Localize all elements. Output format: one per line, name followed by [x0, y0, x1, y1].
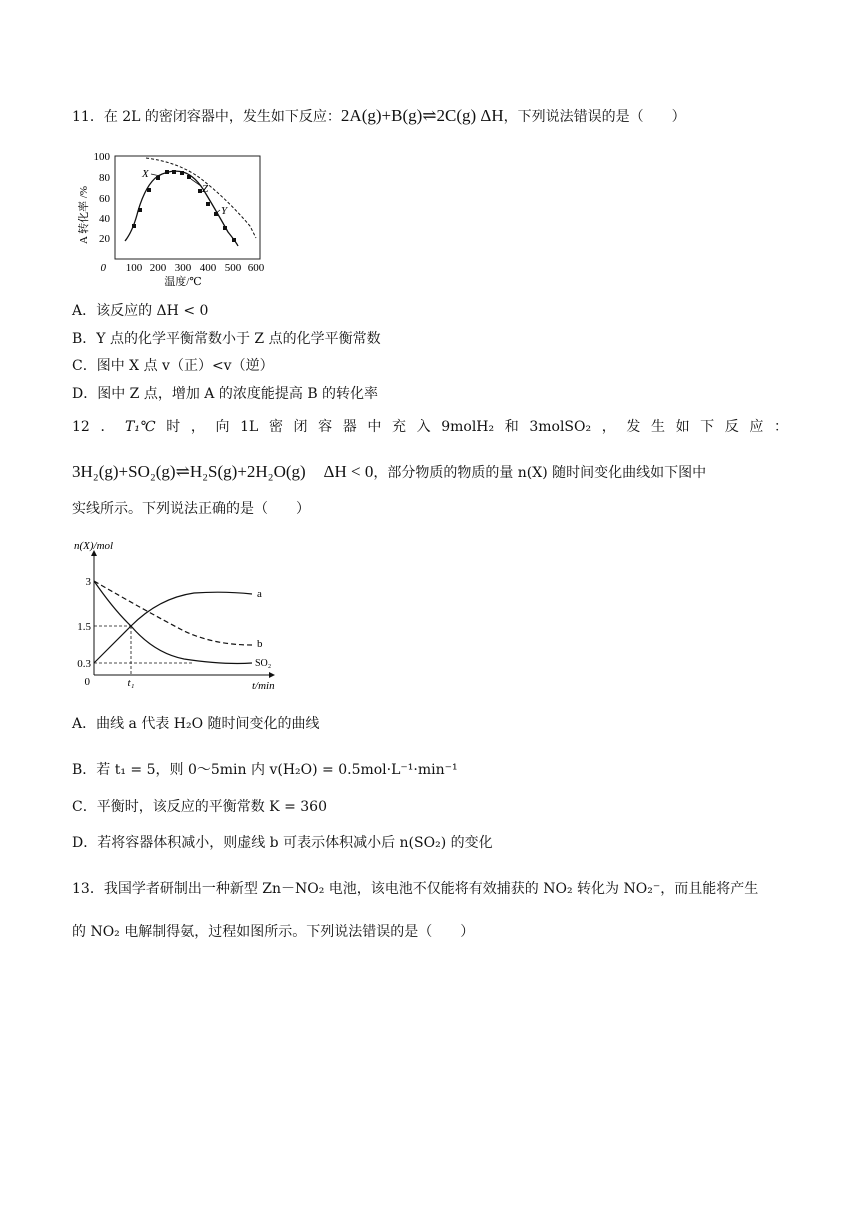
q12-curve-label-so2: SO₂ [255, 658, 272, 669]
q12-curve-label-a: a [257, 588, 262, 600]
q12-xtick: t₁ [127, 677, 135, 689]
q12-option-d: D．若将容器体积减小，则虚线 b 可表示体积减小后 n(SO₂) 的变化 [72, 835, 493, 851]
q12-token: ： [774, 419, 788, 435]
q12-token: 器 [342, 419, 357, 435]
q11-xtick: 300 [174, 262, 192, 274]
q11-option-d: D．图中 Z 点，增加 A 的浓度能提高 B 的转化率 [72, 386, 379, 402]
q12-token: 发 [626, 419, 641, 435]
q12-token: 1L [240, 419, 259, 435]
q11-ytick: 40 [99, 213, 110, 225]
q12-equation: 3H₂(g)+SO₂(g)⇌H₂S(g)+2H₂O(g) [72, 462, 306, 481]
q12-token: 如 [675, 419, 690, 435]
q11-plot-frame [115, 156, 260, 259]
q12-stem-line3: 实线所示。下列说法正确的是（ ） [72, 501, 310, 517]
q12-stem-line2-suffix: ，部分物质的物质的量 n(X) 随时间变化曲线如下图中 [373, 465, 707, 481]
q11-stem-suffix: ，下列说法错误的是（ ） [503, 109, 686, 125]
q11-point [172, 170, 176, 174]
q11-xtick: 500 [224, 262, 242, 274]
q11-point [156, 176, 160, 180]
q11-ytick: 100 [93, 151, 110, 163]
q11-stem-prefix: 11．在 2L 的密闭容器中，发生如下反应： [72, 109, 341, 125]
q11-xtick: 200 [149, 262, 167, 274]
q11-point [138, 208, 142, 212]
q12-token: 12 [72, 419, 90, 435]
q11-ytick: 60 [99, 193, 110, 205]
q12-ytick: 1.5 [77, 621, 91, 633]
q11-option-b: B．Y 点的化学平衡常数小于 Z 点的化学平衡常数 [72, 331, 381, 347]
q12-token: 容 [318, 419, 333, 435]
q12-origin: 0 [84, 676, 90, 688]
q12-token: T₁℃ [125, 419, 156, 435]
q11-option-c: C．图中 X 点 v（正）<v（逆） [72, 358, 274, 374]
q12-token: 9molH₂ [441, 419, 495, 435]
q12-token: 向 [215, 419, 230, 435]
q13-stem-line2: 的 NO₂ 电解制得氨，过程如图所示。下列说法错误的是（ ） [72, 924, 475, 940]
q12-curve-b [94, 581, 252, 645]
q12-token: ． [100, 419, 115, 435]
q12-option-b: B．若 t₁ = 5，则 0～5min 内 v(H₂O) = 0.5mol·L⁻¹·min⁻¹ [72, 762, 458, 778]
q11-point [147, 188, 151, 192]
q12-dh: ΔH < 0 [323, 462, 374, 481]
q12-token: ， [601, 419, 616, 435]
q11-xtick: 100 [125, 262, 143, 274]
q12-option-a: A．曲线 a 代表 H₂O 随时间变化的曲线 [72, 716, 320, 732]
q11-point-label-z: Z [202, 183, 209, 195]
q11-equation: 2A(g)+B(g)⇌2C(g) ΔH [340, 106, 504, 125]
q12-amount-chart [74, 535, 284, 695]
q11-xtick: 600 [247, 262, 265, 274]
q12-token: 3molSO₂ [529, 419, 592, 435]
q12-token: 时 [166, 419, 181, 435]
q11-ytick: 80 [99, 172, 110, 184]
q12-token: ， [190, 419, 205, 435]
q12-token: 生 [650, 419, 665, 435]
q12-token: 和 [504, 419, 519, 435]
q12-stem-line2 [72, 462, 706, 483]
q11-point-label-y: Y [221, 205, 228, 217]
q11-point [180, 171, 184, 175]
q11-xtick: 400 [199, 262, 217, 274]
q11-xlabel: 温度/℃ [164, 276, 202, 286]
q12-option-c: C．平衡时，该反应的平衡常数 K = 360 [72, 799, 327, 815]
q12-stem-line1 [72, 417, 788, 437]
q11-point [223, 226, 227, 230]
q11-point [165, 170, 169, 174]
q11-point [132, 224, 136, 228]
q11-option-a: A．该反应的 ΔH < 0 [72, 303, 209, 319]
q11-stem [72, 106, 686, 127]
q11-origin: 0 [100, 262, 106, 274]
q12-token: 入 [416, 419, 431, 435]
q12-token: 反 [724, 419, 739, 435]
q12-ytick: 3 [85, 576, 91, 588]
q11-point [206, 202, 210, 206]
q12-curve-so2 [94, 581, 252, 664]
q12-token: 密 [268, 419, 283, 435]
q12-token: 充 [391, 419, 406, 435]
q12-curve-a [94, 592, 252, 663]
q11-ytick: 20 [99, 233, 110, 245]
q11-point [232, 238, 236, 242]
q11-point [214, 212, 218, 216]
q11-conversion-chart [78, 146, 278, 286]
q11-equilibrium-curve [146, 158, 256, 238]
q11-ylabel: A 转化率 /% [78, 185, 90, 244]
q12-xlabel: t/min [252, 680, 275, 692]
q11-point [187, 175, 191, 179]
q12-token: 下 [700, 419, 715, 435]
q12-token: 闭 [293, 419, 308, 435]
q12-curve-label-b: b [257, 638, 263, 650]
q12-ytick: 0.3 [77, 658, 91, 670]
q12-token: 中 [367, 419, 382, 435]
q13-stem-line1: 13．我国学者研制出一种新型 Zn－NO₂ 电池，该电池不仅能将有效捕获的 NO₂ 转化为 NO₂⁻，而且能将产生 [72, 881, 759, 897]
q11-point-label-x: X [142, 168, 149, 180]
q12-ylabel: n(X)/mol [74, 540, 114, 552]
q12-token: 应 [749, 419, 764, 435]
